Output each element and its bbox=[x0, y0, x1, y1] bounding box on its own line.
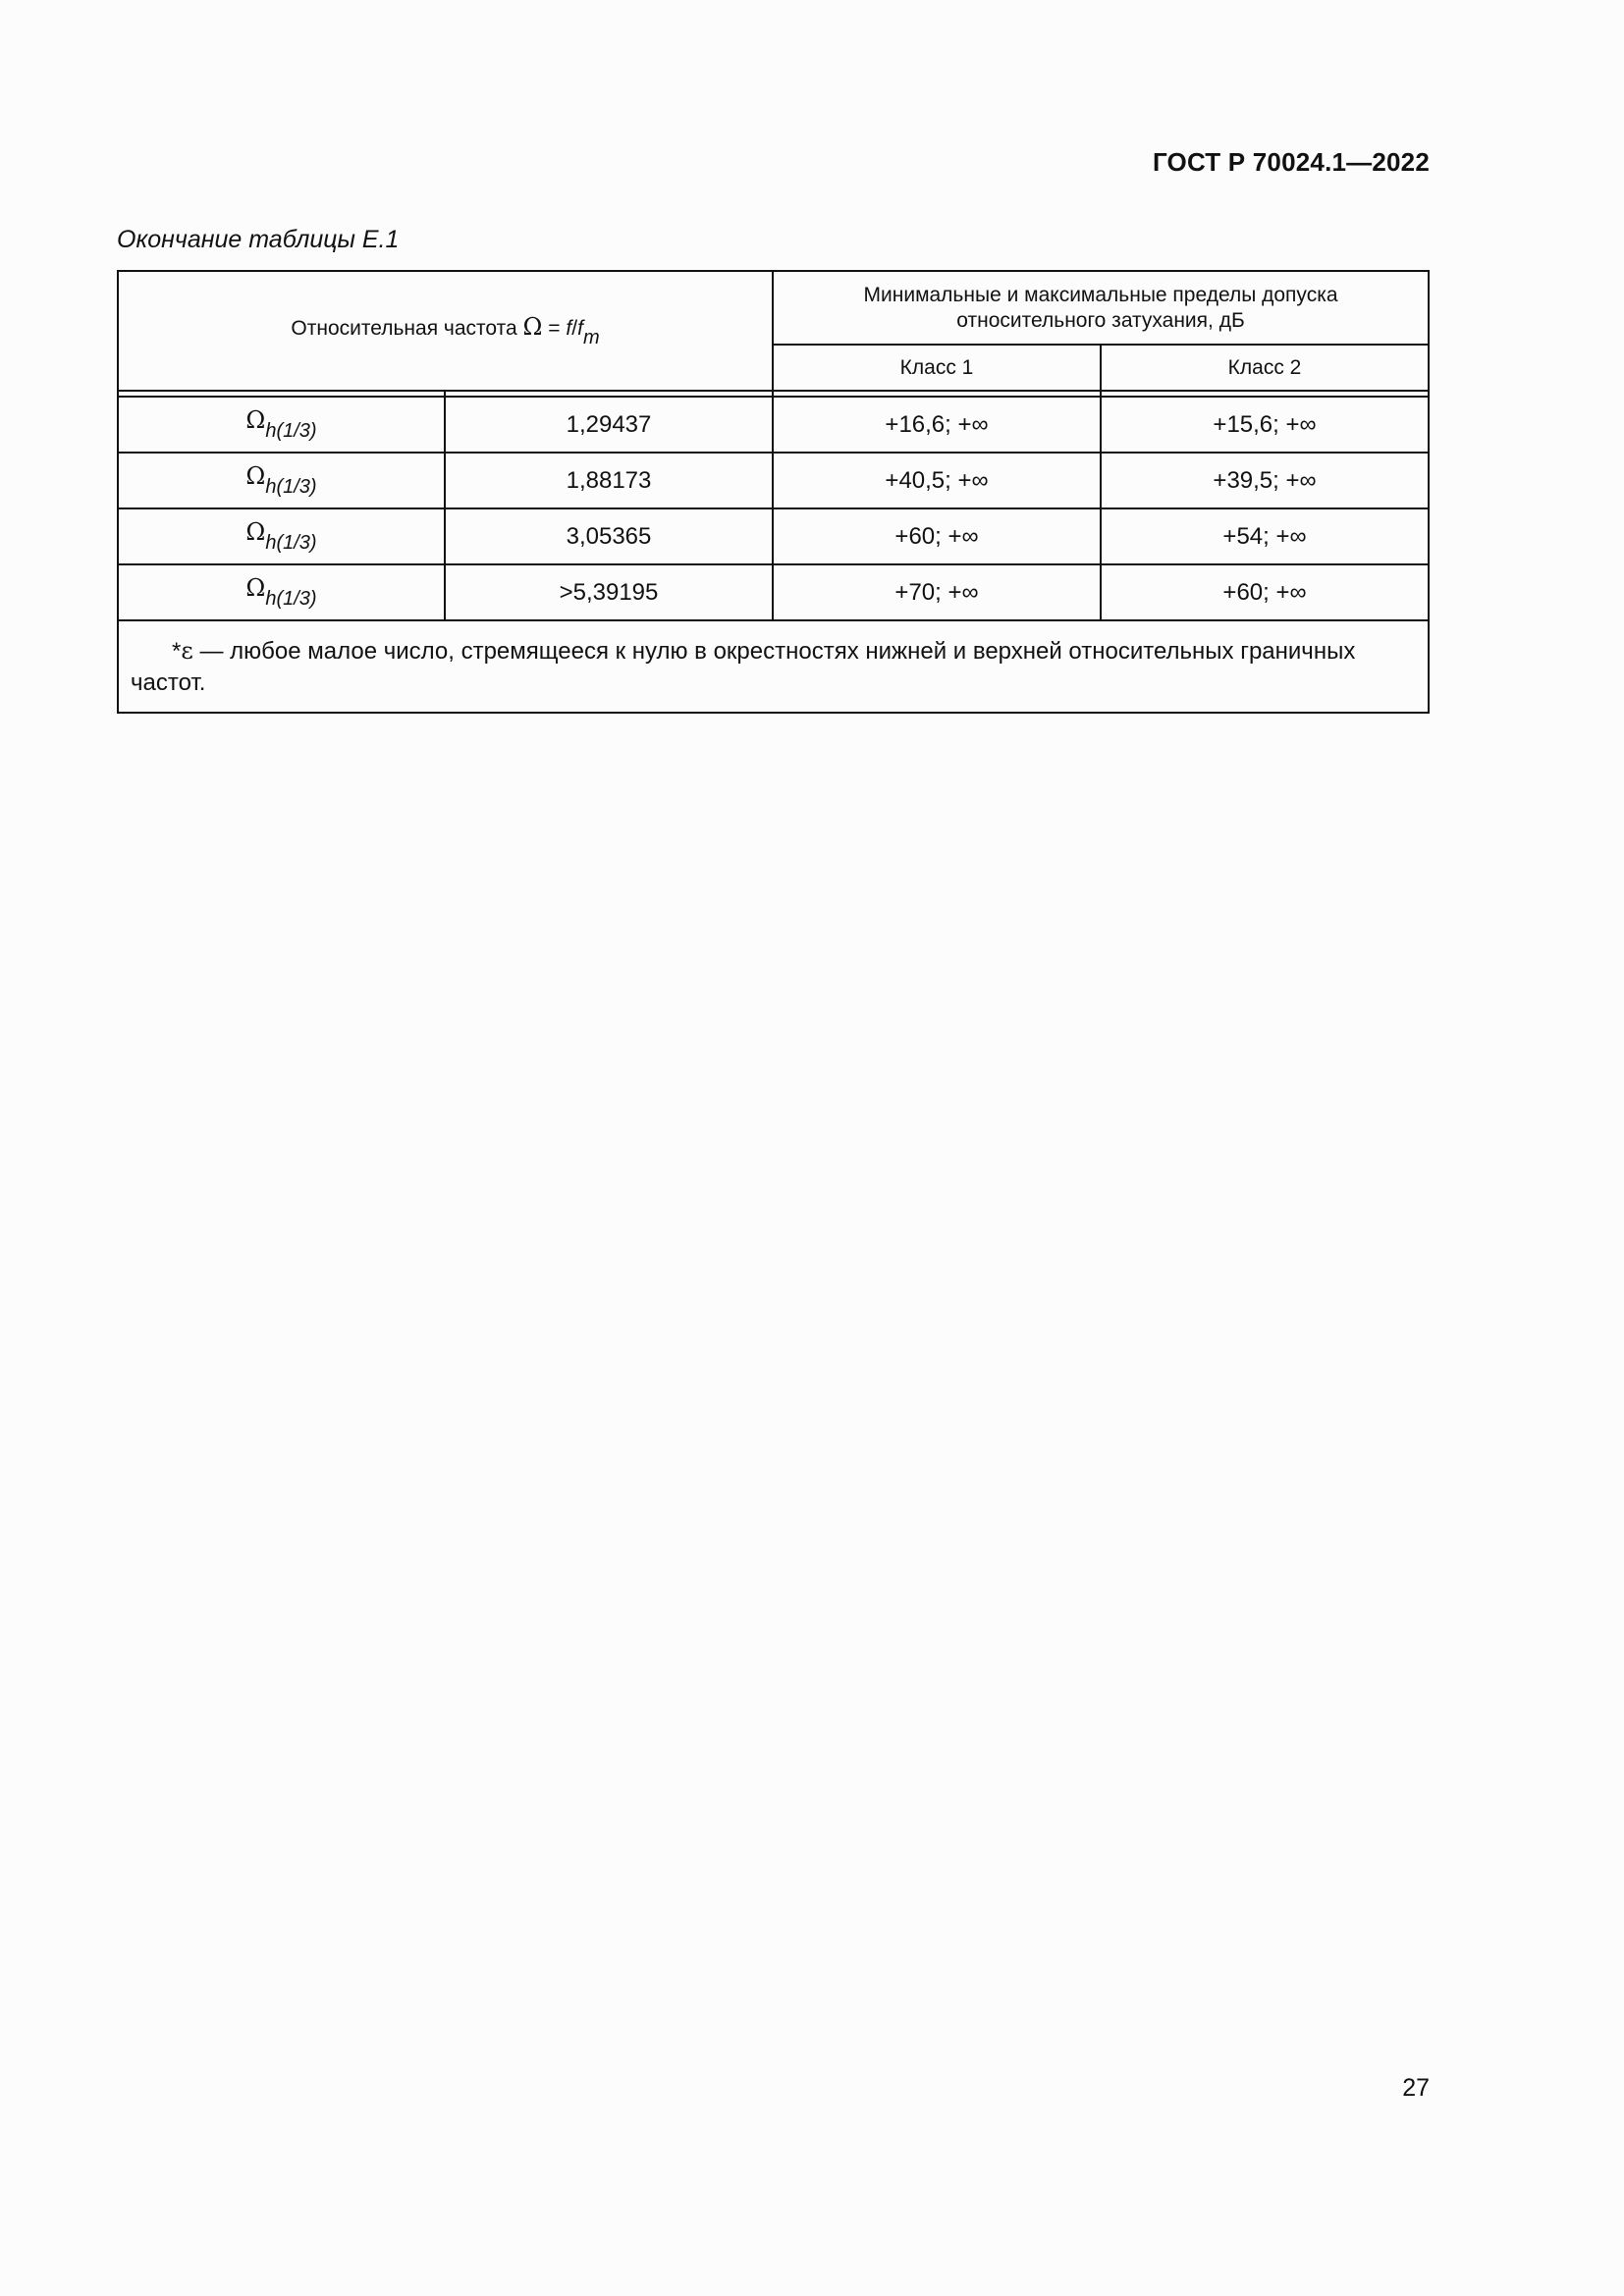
header-relative-frequency bbox=[118, 271, 773, 391]
row-symbol-cell bbox=[118, 453, 445, 508]
row-class2-cell: +39,5; +∞ bbox=[1101, 453, 1429, 508]
row-class2-cell: +54; +∞ bbox=[1101, 508, 1429, 564]
table-row bbox=[118, 508, 1429, 564]
freq-fm: f bbox=[577, 316, 583, 340]
header-class-1: Класс 1 bbox=[773, 345, 1101, 391]
table-row bbox=[118, 564, 1429, 620]
footnote-star: * bbox=[172, 637, 182, 665]
row-symbol-cell bbox=[118, 508, 445, 564]
omega-symbol: Ω bbox=[522, 312, 543, 341]
row-value-cell: 1,88173 bbox=[445, 453, 773, 508]
footnote-text: — любое малое число, стремящееся к нулю в окрестностях нижней и верхней относительных граничных частот. bbox=[131, 637, 1356, 696]
row-value-cell: >5,39195 bbox=[445, 564, 773, 620]
table-row bbox=[118, 397, 1429, 453]
header-tolerance-limits bbox=[773, 271, 1429, 345]
row-class1-cell: +16,6; +∞ bbox=[773, 397, 1101, 453]
freq-f: f bbox=[566, 316, 572, 340]
row-value-cell: 3,05365 bbox=[445, 508, 773, 564]
freq-m-sub: m bbox=[582, 326, 600, 348]
omega-symbol: Ω bbox=[245, 518, 266, 546]
document-code: ГОСТ Р 70024.1—2022 bbox=[1152, 147, 1430, 177]
omega-subscript: h(1/3) bbox=[265, 588, 317, 610]
omega-symbol: Ω bbox=[245, 406, 266, 434]
limits-line-1: Минимальные и максимальные пределы допуска bbox=[863, 283, 1338, 306]
table-row bbox=[118, 453, 1429, 508]
row-symbol-cell bbox=[118, 397, 445, 453]
row-class1-cell: +60; +∞ bbox=[773, 508, 1101, 564]
omega-symbol: Ω bbox=[245, 574, 266, 602]
omega-subscript: h(1/3) bbox=[265, 476, 317, 498]
omega-subscript: h(1/3) bbox=[265, 532, 317, 554]
limits-line-2: относительного затухания, дБ bbox=[956, 308, 1245, 332]
epsilon-symbol: ε bbox=[181, 636, 193, 665]
table-footnote bbox=[118, 620, 1429, 713]
row-class1-cell: +70; +∞ bbox=[773, 564, 1101, 620]
omega-subscript: h(1/3) bbox=[265, 420, 317, 442]
table-caption: Окончание таблицы Е.1 bbox=[117, 226, 400, 253]
tolerance-table bbox=[117, 270, 1430, 714]
freq-slash: / bbox=[571, 316, 578, 340]
freq-eq: = bbox=[548, 316, 561, 340]
row-class1-cell: +40,5; +∞ bbox=[773, 453, 1101, 508]
freq-label: Относительная частота bbox=[291, 316, 517, 340]
row-class2-cell: +60; +∞ bbox=[1101, 564, 1429, 620]
page-number: 27 bbox=[1402, 2074, 1430, 2102]
header-class-2: Класс 2 bbox=[1101, 345, 1429, 391]
row-symbol-cell bbox=[118, 564, 445, 620]
row-class2-cell: +15,6; +∞ bbox=[1101, 397, 1429, 453]
row-value-cell: 1,29437 bbox=[445, 397, 773, 453]
omega-symbol: Ω bbox=[245, 462, 266, 490]
